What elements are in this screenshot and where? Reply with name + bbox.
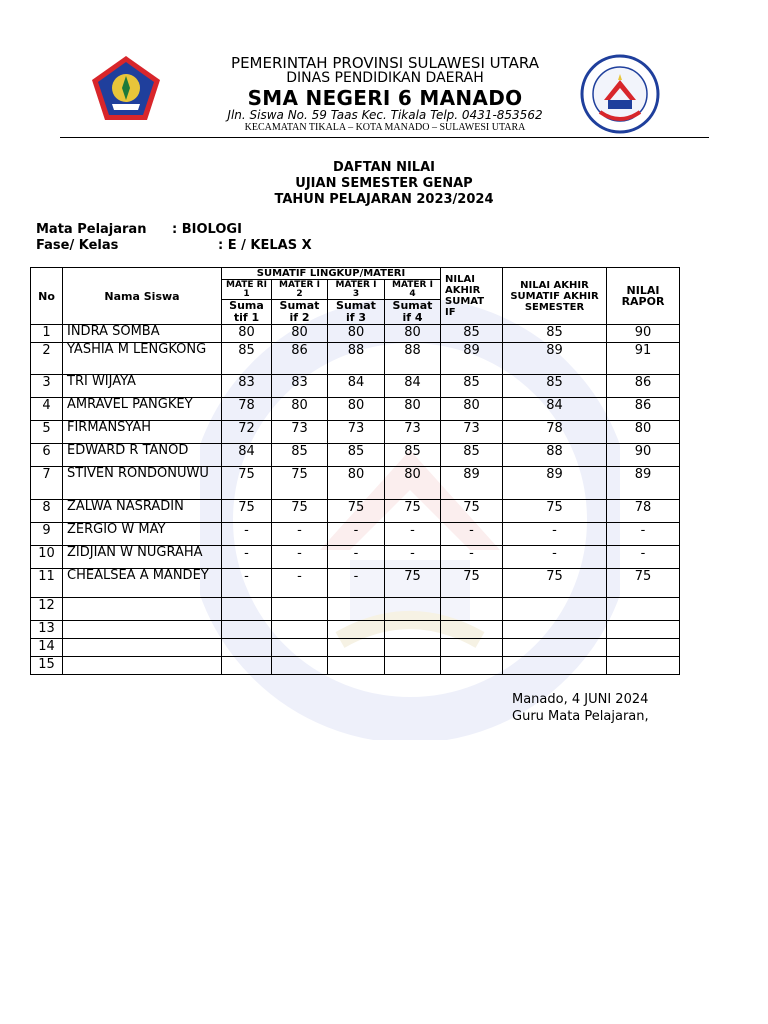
grades-table — [30, 267, 680, 675]
score-sumatif-1: 84 — [222, 444, 272, 467]
document-subtitle-year: TAHUN PELAJARAN 2023/2024 — [274, 192, 494, 207]
score-sumatif-1: - — [222, 546, 272, 569]
score-sumatif-2: 85 — [272, 444, 328, 467]
score-sumatif-3: - — [328, 546, 385, 569]
row-no: 8 — [31, 500, 63, 523]
header-government: PEMERINTAH PROVINSI SULAWESI UTARA — [231, 54, 539, 72]
table-row — [31, 375, 680, 398]
score-na-semester — [503, 621, 607, 639]
row-no: 5 — [31, 421, 63, 444]
row-no: 15 — [31, 657, 63, 675]
score-rapor: 86 — [607, 398, 680, 421]
col-header-materi-1: MATE RI 1 — [222, 280, 272, 300]
row-no: 11 — [31, 569, 63, 598]
score-sumatif-1 — [222, 621, 272, 639]
score-sumatif-4 — [385, 639, 441, 657]
score-rapor: - — [607, 546, 680, 569]
score-rapor: 89 — [607, 467, 680, 500]
col-header-rapor: NILAI RAPOR — [607, 268, 680, 325]
col-header-sumatif-4: Sumat if 4 — [385, 300, 441, 325]
score-sumatif-2: 80 — [272, 398, 328, 421]
score-sumatif-1: 78 — [222, 398, 272, 421]
student-name — [63, 598, 222, 621]
score-sumatif-1: 85 — [222, 343, 272, 375]
score-sumatif-2: 86 — [272, 343, 328, 375]
score-sumatif-4: 80 — [385, 467, 441, 500]
table-row — [31, 657, 680, 675]
score-na-sumatif: 89 — [441, 467, 503, 500]
score-sumatif-4: 84 — [385, 375, 441, 398]
header-address: Jln. Siswa No. 59 Taas Kec. Tikala Telp. 0431-853562 — [227, 108, 543, 122]
score-sumatif-2: 73 — [272, 421, 328, 444]
score-rapor: 90 — [607, 444, 680, 467]
score-rapor — [607, 621, 680, 639]
score-sumatif-1: - — [222, 523, 272, 546]
student-name: FIRMANSYAH — [63, 421, 222, 444]
header-school-name: SMA NEGERI 6 MANADO — [247, 86, 523, 110]
score-sumatif-3 — [328, 621, 385, 639]
row-no: 12 — [31, 598, 63, 621]
score-sumatif-3: 80 — [328, 467, 385, 500]
student-name: CHEALSEA A MANDEY — [63, 569, 222, 598]
score-na-sumatif — [441, 598, 503, 621]
col-header-sumatif-1: Suma tif 1 — [222, 300, 272, 325]
score-na-sumatif — [441, 621, 503, 639]
score-na-sumatif: - — [441, 523, 503, 546]
score-na-semester: 78 — [503, 421, 607, 444]
score-na-semester — [503, 598, 607, 621]
score-sumatif-3: 75 — [328, 500, 385, 523]
score-sumatif-4 — [385, 657, 441, 675]
score-sumatif-4: 88 — [385, 343, 441, 375]
score-sumatif-3 — [328, 657, 385, 675]
class-value: : E / KELAS X — [218, 238, 312, 253]
score-sumatif-4: 73 — [385, 421, 441, 444]
score-na-semester: 84 — [503, 398, 607, 421]
score-na-semester: 85 — [503, 375, 607, 398]
score-sumatif-2 — [272, 639, 328, 657]
score-sumatif-4: 75 — [385, 500, 441, 523]
row-no: 7 — [31, 467, 63, 500]
score-sumatif-3 — [328, 639, 385, 657]
score-rapor: 90 — [607, 325, 680, 343]
score-sumatif-3: - — [328, 523, 385, 546]
score-sumatif-4: 80 — [385, 325, 441, 343]
score-sumatif-4: 85 — [385, 444, 441, 467]
student-name — [63, 621, 222, 639]
score-na-sumatif: 89 — [441, 343, 503, 375]
student-name: STIVEN RONDONUWU — [63, 467, 222, 500]
score-na-sumatif: 85 — [441, 375, 503, 398]
table-row — [31, 639, 680, 657]
score-rapor: - — [607, 523, 680, 546]
table-row — [31, 546, 680, 569]
subject-label: Mata Pelajaran — [36, 222, 147, 237]
col-header-na-sumatif: NILAI AKHIR SUMAT IF — [441, 268, 503, 325]
score-sumatif-2: 83 — [272, 375, 328, 398]
score-sumatif-3: 80 — [328, 325, 385, 343]
score-sumatif-3: 88 — [328, 343, 385, 375]
score-sumatif-4: 80 — [385, 398, 441, 421]
score-sumatif-2 — [272, 598, 328, 621]
score-sumatif-3: 84 — [328, 375, 385, 398]
row-no: 1 — [31, 325, 63, 343]
col-header-no: No — [31, 268, 63, 325]
student-name: ZERGIO W MAY — [63, 523, 222, 546]
score-na-sumatif: 80 — [441, 398, 503, 421]
signature-place-date: Manado, 4 JUNI 2024 — [512, 692, 649, 707]
student-name — [63, 639, 222, 657]
score-sumatif-3: 80 — [328, 398, 385, 421]
row-no: 14 — [31, 639, 63, 657]
row-no: 2 — [31, 343, 63, 375]
score-sumatif-4: 75 — [385, 569, 441, 598]
score-sumatif-2: - — [272, 569, 328, 598]
table-row — [31, 444, 680, 467]
score-sumatif-4 — [385, 598, 441, 621]
col-header-na-semester: NILAI AKHIR SUMATIF AKHIR SEMESTER — [503, 268, 607, 325]
table-row — [31, 398, 680, 421]
student-name: INDRA SOMBA — [63, 325, 222, 343]
student-name — [63, 657, 222, 675]
score-sumatif-1 — [222, 657, 272, 675]
row-no: 3 — [31, 375, 63, 398]
table-row — [31, 500, 680, 523]
grades-table-body — [31, 325, 680, 675]
row-no: 13 — [31, 621, 63, 639]
score-na-sumatif: 75 — [441, 500, 503, 523]
table-row — [31, 343, 680, 375]
score-na-semester: 89 — [503, 467, 607, 500]
score-sumatif-1: 83 — [222, 375, 272, 398]
table-row — [31, 598, 680, 621]
score-sumatif-2 — [272, 621, 328, 639]
score-rapor: 78 — [607, 500, 680, 523]
table-row — [31, 523, 680, 546]
table-row — [31, 467, 680, 500]
score-sumatif-3 — [328, 598, 385, 621]
score-na-sumatif — [441, 657, 503, 675]
score-sumatif-4: - — [385, 523, 441, 546]
score-na-semester: 85 — [503, 325, 607, 343]
student-name: TRI WIJAYA — [63, 375, 222, 398]
student-name: AMRAVEL PANGKEY — [63, 398, 222, 421]
score-na-sumatif: 75 — [441, 569, 503, 598]
signature-role: Guru Mata Pelajaran, — [512, 709, 649, 724]
score-rapor: 80 — [607, 421, 680, 444]
student-name: EDWARD R TANOD — [63, 444, 222, 467]
student-name: ZIDJIAN W NUGRAHA — [63, 546, 222, 569]
row-no: 4 — [31, 398, 63, 421]
col-header-sumatif-2: Sumat if 2 — [272, 300, 328, 325]
score-rapor: 91 — [607, 343, 680, 375]
score-sumatif-1 — [222, 598, 272, 621]
score-rapor — [607, 598, 680, 621]
score-sumatif-1 — [222, 639, 272, 657]
score-sumatif-3: 85 — [328, 444, 385, 467]
score-rapor: 86 — [607, 375, 680, 398]
score-sumatif-2: 75 — [272, 467, 328, 500]
document-subtitle-exam: UJIAN SEMESTER GENAP — [295, 176, 473, 191]
score-sumatif-2 — [272, 657, 328, 675]
score-sumatif-1: 75 — [222, 500, 272, 523]
score-sumatif-1: 72 — [222, 421, 272, 444]
score-sumatif-2: 75 — [272, 500, 328, 523]
table-row — [31, 325, 680, 343]
score-na-semester: 75 — [503, 569, 607, 598]
score-rapor — [607, 657, 680, 675]
score-na-sumatif — [441, 639, 503, 657]
header-department: DINAS PENDIDIKAN DAERAH — [286, 70, 484, 86]
document-title: DAFTAN NILAI — [333, 160, 435, 175]
score-na-semester: 88 — [503, 444, 607, 467]
col-header-name: Nama Siswa — [63, 268, 222, 325]
table-row — [31, 421, 680, 444]
provincial-emblem-icon — [90, 54, 162, 122]
score-na-sumatif: 73 — [441, 421, 503, 444]
score-sumatif-1: 80 — [222, 325, 272, 343]
score-na-semester: - — [503, 523, 607, 546]
header-district: KECAMATAN TIKALA – KOTA MANADO – SULAWESI UTARA — [244, 122, 526, 133]
score-sumatif-1: 75 — [222, 467, 272, 500]
score-sumatif-1: - — [222, 569, 272, 598]
row-no: 10 — [31, 546, 63, 569]
score-na-semester: - — [503, 546, 607, 569]
student-name: YASHIA M LENGKONG — [63, 343, 222, 375]
table-row — [31, 621, 680, 639]
subject-value: : BIOLOGI — [172, 222, 242, 237]
score-sumatif-2: - — [272, 523, 328, 546]
table-row — [31, 569, 680, 598]
score-sumatif-4: - — [385, 546, 441, 569]
row-no: 9 — [31, 523, 63, 546]
student-name: ZALWA NASRADIN — [63, 500, 222, 523]
score-sumatif-3: 73 — [328, 421, 385, 444]
score-na-semester — [503, 639, 607, 657]
score-na-semester — [503, 657, 607, 675]
col-header-materi-2: MATER I 2 — [272, 280, 328, 300]
score-sumatif-2: - — [272, 546, 328, 569]
score-sumatif-3: - — [328, 569, 385, 598]
score-na-semester: 75 — [503, 500, 607, 523]
score-sumatif-4 — [385, 621, 441, 639]
score-na-sumatif: - — [441, 546, 503, 569]
score-sumatif-2: 80 — [272, 325, 328, 343]
row-no: 6 — [31, 444, 63, 467]
score-rapor — [607, 639, 680, 657]
col-header-sumatif-group: SUMATIF LINGKUP/MATERI — [222, 268, 441, 280]
score-na-sumatif: 85 — [441, 444, 503, 467]
col-header-materi-4: MATER I 4 — [385, 280, 441, 300]
col-header-sumatif-3: Sumat if 3 — [328, 300, 385, 325]
score-na-sumatif: 85 — [441, 325, 503, 343]
header-divider — [60, 137, 709, 138]
col-header-materi-3: MATER I 3 — [328, 280, 385, 300]
class-label: Fase/ Kelas — [36, 238, 119, 253]
score-na-semester: 89 — [503, 343, 607, 375]
score-rapor: 75 — [607, 569, 680, 598]
